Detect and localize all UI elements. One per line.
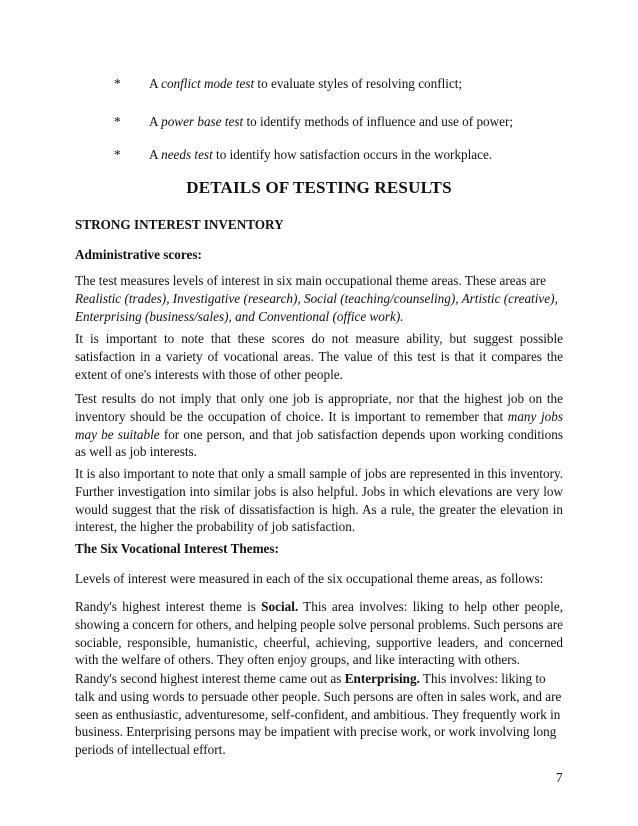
bullet-marker: * <box>114 76 121 91</box>
bullet-power-base <box>0 114 638 132</box>
admin-scores-heading: Administrative scores: <box>75 247 202 262</box>
bullet-marker: * <box>114 114 121 129</box>
paragraph-theme-areas: The test measures levels of interest in six main occupational theme areas. These areas are Realistic (trades), Investigative (research), Social (teaching/counseling), Artistic (creative), Enterprising (business/sales), and Conventional (office work). <box>75 273 558 324</box>
paragraph-sample-note: It is also important to note that only a small sample of jobs are represented in this inventory. Further investigation into similar jobs is also helpful. Jobs in which elevations are very low would suggest that the risk of dissatisfaction is high. As a rule, the greater the elevation in interest, the higher the probability of job satisfaction. <box>75 466 563 535</box>
bullet-text: A needs test to identify how satisfaction occurs in the workplace. <box>149 147 493 162</box>
paragraph-ability-note: It is important to note that these scores do not measure ability, but suggest possible satisfaction in a variety of vocational areas. The value of this test is that it compares the extent of one's interests with those of other people. <box>75 331 563 382</box>
bullet-conflict-mode <box>0 76 638 94</box>
bullet-needs <box>0 147 638 165</box>
paragraph-social-theme: Randy's highest interest theme is Social. This area involves: liking to help other people, showing a concern for others, and helping people solve personal problems. Such persons are sociable, responsible, humanistic, cheerful, achieving, supportive leaders, and concerned with the welfare of others. They often enjoy groups, and like interacting with others. <box>75 599 563 668</box>
page-number: 7 <box>556 770 563 785</box>
bullet-text: A conflict mode test to evaluate styles of resolving conflict; <box>149 76 463 91</box>
paragraph-enterprising-theme: Randy's second highest interest theme came out as Enterprising. This involves: liking to talk and using words to persuade other people. Such persons are often in sales work, and are seen as enthusiastic, adventuresome, self-confident, and ambitious. They frequently work in business. Enterprising persons may be impatient with precise work, or work involving long periods of intellectual effort. <box>75 671 562 758</box>
section-heading: STRONG INTEREST INVENTORY <box>75 217 284 232</box>
bullet-marker: * <box>114 147 121 162</box>
paragraph-results-note: Test results do not imply that only one job is appropriate, nor that the highest job on the inventory should be the occupation of choice. It is important to remember that many jobs may be suitable for one person, and that job satisfaction depends upon working conditions as well as job interests. <box>75 391 563 460</box>
themes-heading: The Six Vocational Interest Themes: <box>75 541 279 556</box>
bullet-text: A power base test to identify methods of influence and use of power; <box>149 114 514 129</box>
document-title: DETAILS OF TESTING RESULTS <box>186 178 452 197</box>
paragraph-levels-intro: Levels of interest were measured in each of the six occupational theme areas, as follows: <box>75 571 544 586</box>
